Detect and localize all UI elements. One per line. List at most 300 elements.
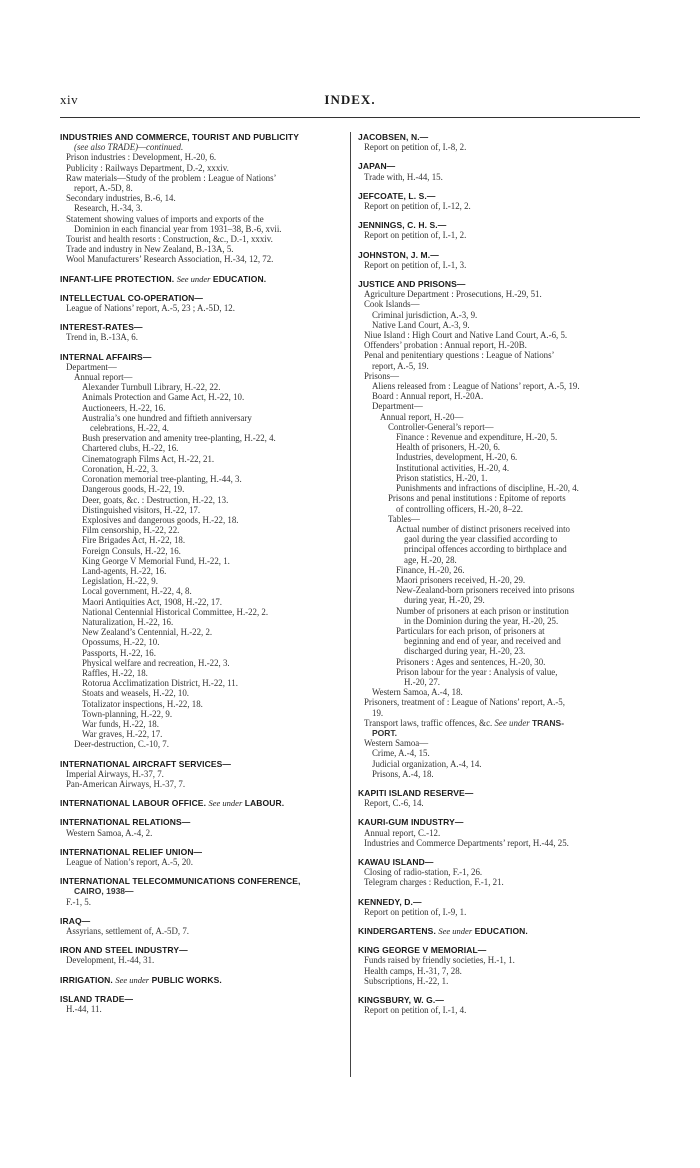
index-entry <box>60 847 344 867</box>
index-subentry <box>358 606 640 616</box>
index-heading <box>60 352 344 362</box>
index-subentry <box>60 627 344 637</box>
index-subentry <box>60 423 344 433</box>
subentry-text: H.-20, 27. <box>404 676 440 687</box>
index-subentry <box>358 320 640 330</box>
index-heading <box>358 857 640 867</box>
heading-text: JENNINGS, C. H. S.— <box>358 220 447 231</box>
index-entry <box>60 759 344 790</box>
index-subentry <box>60 729 344 739</box>
index-heading <box>60 759 344 769</box>
subentry-text: Number of prisoners at each prison or institution <box>396 605 569 616</box>
subentry-text: Foreign Consuls, H.-22, 16. <box>82 545 181 556</box>
heading-text: INFANT-LIFE PROTECTION. <box>60 273 175 284</box>
index-entry <box>358 161 640 181</box>
index-subentry <box>358 493 640 503</box>
subentry-text: Punishments and infractions of discipline, H.-20, 4. <box>396 483 579 494</box>
subentry-text: War funds, H.-22, 18. <box>82 718 159 729</box>
index-subentry <box>60 382 344 392</box>
subentry-text: Offenders’ probation : Annual report, H.-20B. <box>364 340 527 351</box>
subentry-text: Health of prisoners, H.-20, 6. <box>396 442 501 453</box>
index-subentry <box>358 514 640 524</box>
cross-reference: EDUCATION. <box>474 926 528 937</box>
index-subentry <box>60 152 344 162</box>
index-heading <box>60 132 344 142</box>
index-heading <box>358 788 640 798</box>
heading-text: JOHNSTON, J. M.— <box>358 249 439 260</box>
subentry-text: Telegram charges : Reduction, F.-1, 21. <box>364 877 504 888</box>
cross-reference: PUBLIC WORKS. <box>151 974 222 985</box>
index-entry <box>60 322 344 342</box>
index-subentry <box>358 230 640 240</box>
index-heading <box>60 817 344 827</box>
index-heading <box>358 132 640 142</box>
subentry-text: Judicial organization, A.-4, 14. <box>372 758 482 769</box>
subentry-text: Report on petition of, I.-12, 2. <box>364 201 471 212</box>
subentry-text: principal offences according to birthplace and <box>404 544 567 555</box>
index-heading <box>358 279 640 289</box>
index-subentry <box>358 759 640 769</box>
index-subentry <box>358 172 640 182</box>
index-heading <box>60 274 344 284</box>
index-subentry <box>358 748 640 758</box>
subentry-text: Aliens released from : League of Nations’ report, A.-5, 19. <box>372 381 580 392</box>
index-subentry <box>358 260 640 270</box>
index-subentry <box>358 697 640 707</box>
subentry-text: 19. <box>372 707 384 718</box>
subentry-text: Actual number of distinct prisoners received into <box>396 523 570 534</box>
index-subentry <box>60 303 344 313</box>
subentry-text: Annual report, H.-20— <box>380 411 464 422</box>
index-subentry <box>60 535 344 545</box>
index-entry <box>60 975 344 985</box>
index-subentry <box>358 636 640 646</box>
subentry-text: (see also TRADE)—continued. <box>74 142 184 153</box>
index-entry <box>60 352 344 750</box>
index-subentry <box>60 332 344 342</box>
index-subentry <box>60 637 344 647</box>
index-heading <box>358 897 640 907</box>
subentry-text: Closing of radio-station, F.-1, 26. <box>364 867 483 878</box>
heading-text: INTEREST-RATES— <box>60 322 143 333</box>
heading-text: INTERNATIONAL LABOUR OFFICE. <box>60 798 207 809</box>
subentry-text: Deer, goats, &c. : Destruction, H.-22, 13. <box>82 494 229 505</box>
index-subentry <box>358 442 640 452</box>
index-subentry <box>60 699 344 709</box>
index-subentry <box>60 163 344 173</box>
subentry-text: Australia’s one hundred and fiftieth anniversary <box>82 412 252 423</box>
index-entry <box>60 132 344 265</box>
subentry-text: Auctioneers, H.-22, 16. <box>82 402 166 413</box>
index-subentry <box>60 203 344 213</box>
heading-text: INTERNAL AFFAIRS— <box>60 351 152 362</box>
index-entry <box>60 876 344 907</box>
subentry-text: Penal and penitentiary questions : League of Nations’ <box>364 350 555 361</box>
index-subentry <box>60 142 344 152</box>
subentry-text: Western Samoa, A.-4, 18. <box>372 687 463 698</box>
index-subentry <box>60 769 344 779</box>
index-heading <box>60 798 344 808</box>
index-subentry <box>60 443 344 453</box>
subentry-text: Report on petition of, I.-1, 4. <box>364 1005 467 1016</box>
index-subentry <box>60 719 344 729</box>
index-entry <box>358 220 640 240</box>
index-subentry <box>60 955 344 965</box>
index-subentry <box>358 463 640 473</box>
subentry-text: Prison statistics, H.-20, 1. <box>396 472 488 483</box>
subentry-text: Report on petition of, I.-1, 3. <box>364 259 467 270</box>
index-subentry <box>358 769 640 779</box>
subentry-text: Crime, A.-4, 15. <box>372 748 430 759</box>
index-subentry <box>60 857 344 867</box>
subentry-text: Imperial Airways, H.-37, 7. <box>66 768 164 779</box>
see-under-text: See under <box>176 273 211 284</box>
subentry-text: Town-planning, H.-22, 9. <box>82 708 173 719</box>
subentry-text: Local government, H.-22, 4, 8. <box>82 586 192 597</box>
index-heading <box>358 995 640 1005</box>
cross-reference: EDUCATION. <box>212 273 267 284</box>
index-subentry <box>60 525 344 535</box>
index-heading <box>60 975 344 985</box>
subentry-text: Passports, H.-22, 16. <box>82 647 156 658</box>
cross-reference: TRANS- <box>531 717 565 728</box>
index-subentry <box>60 244 344 254</box>
index-entry <box>358 857 640 888</box>
header-rule <box>60 117 640 118</box>
subentry-text: Pan-American Airways, H.-37, 7. <box>66 778 186 789</box>
subentry-text: Cinematograph Films Act, H.-22, 21. <box>82 453 215 464</box>
index-subentry <box>60 183 344 193</box>
heading-text: ISLAND TRADE— <box>60 993 134 1004</box>
heading-text: IRON AND STEEL INDUSTRY— <box>60 945 188 956</box>
subentry-text: Bush preservation and amenity tree-planting, H.-22, 4. <box>82 433 276 444</box>
index-subentry <box>358 595 640 605</box>
index-entry <box>358 926 640 936</box>
subentry-text: Physical welfare and recreation, H.-22, 3. <box>82 657 230 668</box>
index-subentry <box>358 142 640 152</box>
subentry-text: Publicity : Railways Department, D.-2, xxxiv. <box>66 162 229 173</box>
index-subentry <box>60 926 344 936</box>
index-subentry <box>358 289 640 299</box>
index-subentry <box>358 371 640 381</box>
index-subentry <box>358 877 640 887</box>
see-under-text: See under <box>115 974 150 985</box>
heading-text: JAPAN— <box>358 161 396 172</box>
subentry-text: Raffles, H.-22, 18. <box>82 667 148 678</box>
subentry-text: Institutional activities, H.-20, 4. <box>396 462 510 473</box>
index-subentry <box>358 966 640 976</box>
subentry-text: Statement showing values of imports and exports of the <box>66 213 264 224</box>
index-heading <box>60 916 344 926</box>
index-subentry <box>60 214 344 224</box>
index-entry <box>60 817 344 837</box>
subentry-text: Maori prisoners received, H.-20, 29. <box>396 574 526 585</box>
subentry-text: National Centennial Historical Committee, H.-22, 2. <box>82 606 269 617</box>
subentry-text: Industries, development, H.-20, 6. <box>396 452 518 463</box>
heading-text: INTERNATIONAL RELATIONS— <box>60 817 191 828</box>
index-entry <box>358 132 640 152</box>
index-subentry <box>60 678 344 688</box>
subentry-text: Particulars for each prison, of prisoners at <box>396 625 545 636</box>
index-subentry <box>358 955 640 965</box>
index-heading <box>358 817 640 827</box>
subentry-text: during year, H.-20, 29. <box>404 595 485 606</box>
subentry-text: F.-1, 5. <box>66 896 91 907</box>
subentry-text: Prisons— <box>364 370 400 381</box>
subentry-text: Coronation, H.-22, 3. <box>82 463 158 474</box>
index-subentry <box>358 412 640 422</box>
index-subentry <box>358 575 640 585</box>
subentry-text: discharged during year, H.-20, 23. <box>404 646 526 657</box>
index-entry <box>358 788 640 808</box>
subentry-text: Industries and Commerce Departments’ report, H.-44, 25. <box>364 837 569 848</box>
index-subentry <box>60 484 344 494</box>
index-subentry <box>358 718 640 728</box>
heading-text: JUSTICE AND PRISONS— <box>358 279 466 290</box>
index-subentry <box>60 224 344 234</box>
subentry-text: Research, H.-34, 3. <box>74 203 143 214</box>
index-subentry <box>358 555 640 565</box>
subentry-text: Animals Protection and Game Act, H.-22, 10. <box>82 392 245 403</box>
heading-text: JEFCOATE, L. S.— <box>358 190 436 201</box>
index-heading <box>358 926 640 936</box>
heading-text: INTERNATIONAL TELECOMMUNICATIONS CONFERENCE, <box>60 876 301 887</box>
subentry-text: Health camps, H.-31, 7, 28. <box>364 965 462 976</box>
index-heading <box>358 161 640 171</box>
subentry-text: Criminal jurisdiction, A.-3, 9. <box>372 309 478 320</box>
heading-text: INTERNATIONAL AIRCRAFT SERVICES— <box>60 758 232 769</box>
index-subentry <box>60 617 344 627</box>
subentry-text: Prison labour for the year : Analysis of value, <box>396 666 558 677</box>
heading-text: JACOBSEN, N.— <box>358 132 429 142</box>
subentry-text: Prison industries : Development, H.-20, 6. <box>66 152 217 163</box>
index-entry <box>60 994 344 1014</box>
subentry-text: Secondary industries, B.-6, 14. <box>66 193 176 204</box>
index-subentry <box>358 677 640 687</box>
index-column-left <box>60 132 344 1023</box>
subentry-text: Assyrians, settlement of, A.-5D, 7. <box>66 926 190 937</box>
index-subentry <box>358 422 640 432</box>
index-heading <box>358 220 640 230</box>
index-subentry <box>358 616 640 626</box>
index-subentry <box>60 372 344 382</box>
index-subentry <box>358 361 640 371</box>
subentry-text: Trend in, B.-13A, 6. <box>66 332 138 343</box>
index-entry <box>358 897 640 917</box>
heading-text: KINGSBURY, W. G.— <box>358 995 444 1006</box>
index-subentry <box>60 779 344 789</box>
heading-text: KINDERGARTENS. <box>358 926 436 937</box>
index-column-right <box>358 132 640 1024</box>
subentry-text: Prisons and penal institutions : Epitome of reports <box>388 493 566 504</box>
subentry-text: Chartered clubs, H.-22, 16. <box>82 443 179 454</box>
index-subentry <box>60 607 344 617</box>
index-subentry <box>358 391 640 401</box>
subentry-text: beginning and end of year, and received and <box>404 636 561 647</box>
index-subentry <box>358 330 640 340</box>
index-entry <box>60 945 344 965</box>
index-subentry <box>358 738 640 748</box>
cross-reference: LABOUR. <box>244 798 285 809</box>
index-entry <box>358 250 640 270</box>
subentry-text: age, H.-20, 28. <box>404 554 457 565</box>
index-entry <box>60 293 344 313</box>
index-subentry <box>358 201 640 211</box>
heading-text: KAPITI ISLAND RESERVE— <box>358 787 474 798</box>
subentry-text: Land-agents, H.-22, 16. <box>82 565 167 576</box>
subentry-text: Finance : Revenue and expenditure, H.-20, 5. <box>396 432 558 443</box>
index-subentry <box>60 688 344 698</box>
subentry-text: Board : Annual report, H.-20A. <box>372 391 484 402</box>
index-subentry <box>60 597 344 607</box>
subentry-text: Controller-General’s report— <box>388 421 494 432</box>
index-subentry <box>60 648 344 658</box>
page-number: xiv <box>60 92 79 107</box>
subentry-text: Opossums, H.-22, 10. <box>82 637 160 648</box>
subentry-text: Fire Brigades Act, H.-22, 18. <box>82 535 186 546</box>
index-heading <box>60 847 344 857</box>
index-subentry <box>358 504 640 514</box>
index-subentry <box>60 403 344 413</box>
subentry-text: Wool Manufacturers’ Research Association, H.-34, 12, 72. <box>66 254 274 265</box>
index-heading <box>60 945 344 955</box>
index-heading <box>60 876 344 886</box>
subentry-text: Finance, H.-20, 26. <box>396 564 465 575</box>
index-subentry <box>60 193 344 203</box>
index-subentry <box>358 867 640 877</box>
index-entry <box>358 817 640 848</box>
column-divider <box>350 132 351 1077</box>
index-subentry <box>358 907 640 917</box>
subentry-text: New Zealand’s Centennial, H.-22, 2. <box>82 627 213 638</box>
index-subentry <box>358 401 640 411</box>
subentry-text: Trade with, H.-44, 15. <box>364 171 443 182</box>
subentry-text: Report on petition of, I.-9, 1. <box>364 906 467 917</box>
index-subentry <box>358 838 640 848</box>
subentry-text: Department— <box>66 361 117 372</box>
index-subentry <box>60 546 344 556</box>
index-subentry <box>358 544 640 554</box>
subentry-text: Cook Islands— <box>364 299 420 310</box>
subentry-text: League of Nations’ report, A.-5, 23 ; A.-5D, 12. <box>66 303 235 314</box>
subentry-text: Agriculture Department : Prosecutions, H.-29, 51. <box>364 289 542 300</box>
index-subentry <box>358 299 640 309</box>
index-subentry <box>358 585 640 595</box>
subentry-text: Distinguished visitors, H.-22, 17. <box>82 504 201 515</box>
index-subentry <box>358 452 640 462</box>
subentry-text: Dangerous goods, H.-22, 19. <box>82 484 185 495</box>
subentry-text: King George V Memorial Fund, H.-22, 1. <box>82 555 230 566</box>
see-under-text: See under <box>438 926 473 937</box>
index-subentry <box>60 454 344 464</box>
subentry-text: Explosives and dangerous goods, H.-22, 18. <box>82 514 239 525</box>
index-subentry <box>60 413 344 423</box>
subentry-text: gaol during the year classified according to <box>404 534 558 545</box>
index-subentry <box>358 667 640 677</box>
subentry-text: Tables— <box>388 513 420 524</box>
index-entry <box>60 916 344 936</box>
index-entry <box>358 945 640 986</box>
subentry-text: report, A.-5, 19. <box>372 360 429 371</box>
subentry-text: Stoats and weasels, H.-22, 10. <box>82 688 189 699</box>
heading-text: KAWAU ISLAND— <box>358 857 434 867</box>
subentry-text: Maori Antiquities Act, 1908, H.-22, 17. <box>82 596 223 607</box>
index-entry <box>60 798 344 808</box>
index-subentry <box>358 565 640 575</box>
index-subentry <box>358 657 640 667</box>
subentry-text: Prisoners, treatment of : League of Nations’ report, A.-5, <box>364 697 565 708</box>
subentry-text: CAIRO, 1938— <box>74 886 134 897</box>
subentry-text: Annual report— <box>74 372 133 383</box>
index-subentry <box>60 886 344 896</box>
subentry-text: Coronation memorial tree-planting, H.-44, 3. <box>82 474 242 485</box>
see-under-text: See under <box>494 717 530 728</box>
subentry-text: Development, H.-44, 31. <box>66 955 155 966</box>
index-subentry <box>60 474 344 484</box>
index-heading <box>60 293 344 303</box>
index-subentry <box>358 626 640 636</box>
index-subentry <box>60 556 344 566</box>
index-entry <box>358 995 640 1015</box>
subentry-text: Funds raised by friendly societies, H.-1, 1. <box>364 955 515 966</box>
subentry-text: report, A.-5D, 8. <box>74 183 133 194</box>
index-subentry <box>60 234 344 244</box>
index-subentry <box>60 505 344 515</box>
subentry-text: Raw materials—Study of the problem : League of Nations’ <box>66 172 277 183</box>
subentry-text: Deer-destruction, C.-10, 7. <box>74 739 169 750</box>
index-subentry <box>60 392 344 402</box>
index-subentry <box>358 534 640 544</box>
heading-text: INTELLECTUAL CO-OPERATION— <box>60 292 204 303</box>
index-subentry <box>358 646 640 656</box>
subentry-text: Western Samoa— <box>364 738 429 749</box>
index-heading <box>358 191 640 201</box>
subentry-text: Prisoners : Ages and sentences, H.-20, 30. <box>396 656 546 667</box>
heading-text: IRRIGATION. <box>60 974 113 985</box>
heading-text: KING GEORGE V MEMORIAL— <box>358 945 487 956</box>
subentry-text: New-Zealand-born prisoners received into prisons <box>396 585 575 596</box>
subentry-text: of controlling officers, H.-20, 8–22. <box>396 503 524 514</box>
subentry-text: Totalizator inspections, H.-22, 18. <box>82 698 203 709</box>
subentry-text: Native Land Court, A.-3, 9. <box>372 319 470 330</box>
index-subentry <box>60 1004 344 1014</box>
subentry-text: Report on petition of, I.-1, 2. <box>364 230 467 241</box>
subentry-text: celebrations, H.-22, 4. <box>90 423 169 434</box>
index-heading <box>358 945 640 955</box>
index-subentry <box>358 483 640 493</box>
index-heading <box>60 994 344 1004</box>
index-subentry <box>358 1005 640 1015</box>
index-subentry <box>60 362 344 372</box>
index-subentry <box>358 473 640 483</box>
subentry-text: Report on petition of, I.-8, 2. <box>364 142 467 153</box>
heading-text: INDUSTRIES AND COMMERCE, TOURIST AND PUBLICITY <box>60 132 299 142</box>
heading-text: IRAQ— <box>60 915 91 926</box>
subentry-text: Naturalization, H.-22, 16. <box>82 616 174 627</box>
index-subentry <box>60 709 344 719</box>
index-subentry <box>60 173 344 183</box>
index-subentry <box>358 432 640 442</box>
subentry-text: Rotorua Acclimatization District, H.-22, 11. <box>82 678 238 689</box>
index-subentry <box>60 897 344 907</box>
index-subentry <box>60 668 344 678</box>
index-subentry <box>60 576 344 586</box>
index-subentry <box>60 464 344 474</box>
index-subentry <box>358 976 640 986</box>
page-title: INDEX. <box>324 92 376 107</box>
index-subentry <box>358 687 640 697</box>
subentry-text: League of Nation’s report, A.-5, 20. <box>66 857 193 867</box>
